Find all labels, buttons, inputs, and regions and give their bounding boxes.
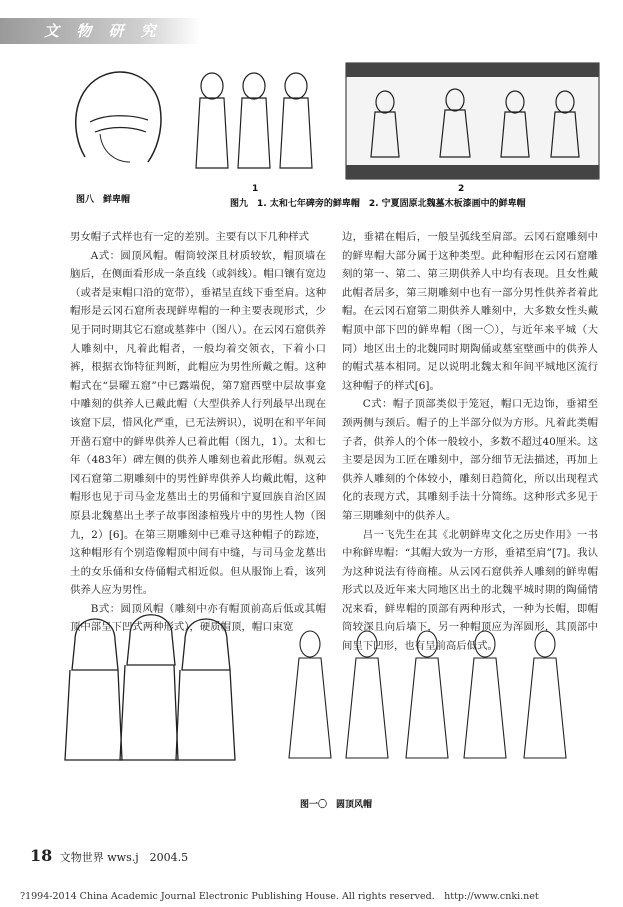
left-paragraph-0: 男女帽子式样也有一定的差别。主要有以下几种样式: [70, 231, 309, 243]
figure-10-caption: 图一〇 圆顶风帽: [300, 800, 373, 810]
section-title: 文 物 研 究: [44, 22, 162, 40]
figure-9-caption: 图九 1. 太和七年碑旁的鲜卑帽 2. 宁夏固原北魏墓木板漆画中的鲜卑帽: [230, 199, 526, 209]
left-text-column: [70, 228, 326, 637]
figure-9-2-label: 2: [458, 184, 465, 194]
copyright-notice: ?1994-2014 China Academic Journal Electronic Publishing House. All rights reserved. http://www.cnki.net: [20, 891, 539, 902]
figure-8-caption: 图八 鲜卑帽: [76, 195, 131, 205]
right-paragraph-0: 边，垂裙在帽后，一般呈弧线至肩部。云冈石窟雕刻中的鲜卑帽大部分属于这种类型。此种帽形在云冈石窟雕刻的第一、第二、第三期供养人中均有表现。且女性戴此帽者居多，第三期雕刻中也有一部分男性供养者着此帽。在云冈石窟第二期供养人雕刻中，大多数女性头戴帽顶中部下凹的鲜卑帽（图一〇），与近年来平城（大同）地区出土的北魏同时期陶俑或墓室壁画中的供养人的帽式基本相同。足以说明北魏太和年间平城地区流行这种帽子的样式[6]。: [342, 231, 598, 392]
figure-9-2-drawing: [345, 62, 600, 180]
right-text-column: [342, 228, 598, 656]
figure-8-drawing: [60, 62, 170, 177]
right-paragraph-2: 吕一飞先生在其《北朝鲜卑文化之历史作用》一书中称鲜卑帽：“其帽大致为一方形，垂裙至肩”[7]。我认为这种说法有待商榷。从云冈石窟供养人雕刻的鲜卑帽形式以及近年来大同地区出土的北魏平城时期的陶俑情况来看，鲜卑帽的顶部有两种形式，一种为长帽，即帽筒较深且向后墙下，另一种帽顶应为浑圆形，其顶部中间呈下凹形，也有呈前高后低式。: [342, 528, 598, 653]
page-number: 18: [30, 846, 53, 865]
page-footer: [30, 846, 188, 865]
journal-info: 文物世界 wws.j 2004.5: [59, 851, 189, 864]
section-header: [0, 18, 200, 44]
figure-9-1-label: 1: [252, 184, 259, 194]
figure-10-left-drawing: [60, 600, 250, 765]
left-paragraph-2: B式：圆顶风帽（雕刻中亦有帽顶前高后低或其帽顶中部呈下凹式两种形式），硬质帽顶，帽口束宽: [70, 602, 326, 634]
figure-9-1-drawing: [190, 68, 320, 178]
left-paragraph-1: A式：圆顶风帽。帽筒较深且材质较软，帽顶墙在脑后，在侧面看形成一条直线（或斜线）。帽口镶有宽边（或者是束帽口沿的宽带），垂裙呈直线下垂至肩。这种帽形是云冈石窟所表现鲜卑帽的一种主要表现形式，少见于同时期其它石窟或墓葬中（图八）。在云冈石窟供养人雕刻中，凡着此帽者，一般均着交领衣，下着小口裤，根据衣饰特征判断，此帽应为男性所戴之帽。这种帽式在“昙曜五窟”中已露端倪，第7窟西壁中层故事龛中雕刻的供养人已戴此帽（大型供养人行列最早出现在该窟下层，惜风化严重，已无法辨识），说明在和平年间开凿石窟中的鲜卑供养人已着此帽（图九，1）。太和七年（483年）碑左侧的供养人雕刻也着此形帽。纵观云冈石窟第二期雕刻中的男性鲜卑供养人均戴此帽，这种帽形也见于司马金龙墓出土的男俑和宁夏回族自治区固原县北魏墓出土孝子故事图漆棺残片中的男性人物（图九，2）[6]。在第三期雕刻中已难寻这种帽子的踪迹，这种帽形有个别造像帽顶中间有中缝，与司马金龙墓出土的女乐俑和女侍俑帽式相近似。但从服饰上看，该列供养人应为男性。: [70, 249, 326, 597]
right-paragraph-1: C式：帽子顶部类似于笼冠，帽口无边饰，垂裙至颈两侧与颈后。帽子的上半部分似为方形。凡着此类帽子者，供养人的个体一般较小，多数不超过40厘米。这主要是因为工匠在雕刻中，部分细节无法描述，再加上供养人雕刻的个体较小，雕刻日趋简化，所以出现程式化的表现方式，其雕刻手法十分简练。这种形式多见于第三期雕刻中的供养人。: [342, 398, 598, 522]
figure-10-right-drawing: [285, 628, 595, 763]
